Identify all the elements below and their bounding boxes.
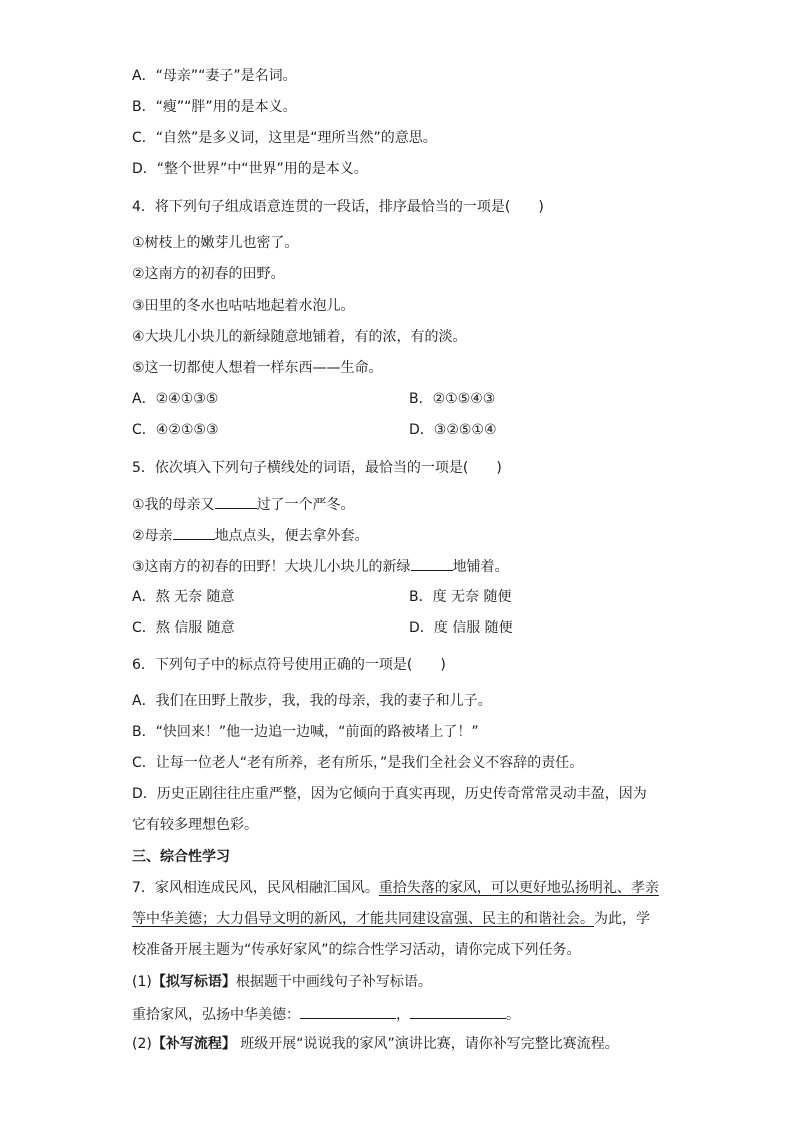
slogan-separator: ， — [396, 1007, 410, 1023]
q6-option-a: A．我们在田野上散步，我，我的母亲，我的妻子和儿子。 — [132, 693, 492, 709]
q4-sentence-4: ④大块儿小块儿的新绿随意地铺着，有的浓，有的淡。 — [132, 329, 467, 345]
fill-blank — [215, 494, 257, 509]
q4-option-d: D．③②⑤①④ — [409, 422, 497, 438]
q5-s3-post: 地铺着。 — [452, 559, 509, 575]
q5-s2-pre: ②母亲 — [132, 528, 173, 544]
q7-task-1 — [132, 973, 432, 991]
q5-option-d: D．度 信服 随便 — [409, 620, 513, 636]
q7-line-2 — [132, 910, 650, 928]
task-number: (2) — [132, 1036, 152, 1052]
q7-line-3: 校准备开展主题为“传承好家风”的综合性学习活动，请你完成下列任务。 — [132, 942, 581, 958]
q6-option-b: B．“快回来！”他一边追一边喊，“前面的路被堵上了！” — [132, 724, 479, 740]
q4-option-c: C．④②①⑤③ — [132, 422, 219, 438]
q6-option-d-line1: D．历史正剧往往庄重严整，因为它倾向于真实再现，历史传奇常常灵动丰盈，因为 — [132, 786, 647, 802]
q5-option-b: B．度 无奈 随便 — [409, 589, 512, 605]
q4-sentence-1: ①树枝上的嫩芽儿也密了。 — [132, 235, 299, 251]
q4-option-a: A．②④①③⑤ — [132, 391, 219, 407]
q4-sentence-2: ②这南方的初春的田野。 — [132, 266, 285, 282]
task-number: (1) — [132, 974, 152, 990]
q6-option-c: C．让每一位老人“老有所养，老有所乐，”是我们全社会义不容辞的责任。 — [132, 755, 584, 771]
q7-line2-tail: 为此，学 — [594, 911, 650, 927]
q3-option-b: B．“瘦”“胖”用的是本义。 — [132, 99, 297, 115]
q5-option-c: C．熬 信服 随意 — [132, 620, 235, 636]
q7-slogan-line — [132, 1004, 520, 1024]
q7-underlined-2: 等中华美德；大力倡导文明的新风，才能共同建设富强、民主的和谐社会。 — [132, 911, 594, 927]
slogan-end: 。 — [506, 1007, 520, 1023]
q5-s3-pre: ③这南方的初春的田野！大块儿小块儿的新绿 — [132, 559, 411, 575]
task-text: 根据题干中画线句子补写标语。 — [235, 974, 432, 990]
q5-s1-post: 过了一个严冬。 — [256, 497, 355, 513]
task-tag: 【拟写标语】 — [151, 974, 236, 990]
fill-blank — [410, 1004, 506, 1019]
q4-sentence-5: ⑤这一切都使人想着一样东西——生命。 — [132, 360, 383, 376]
fill-blank — [411, 556, 453, 571]
slogan-prefix: 重拾家风，弘扬中华美德： — [132, 1007, 300, 1023]
fill-blank — [300, 1004, 396, 1019]
q7-line-1 — [132, 879, 659, 897]
q7-task-2 — [132, 1035, 619, 1053]
q5-sentence-1 — [132, 494, 355, 514]
q7-underlined-1: 重拾失落的家风，可以更好地弘扬明礼、孝亲 — [378, 880, 659, 896]
q4-stem: 4．将下列句子组成语意连贯的一段话，排序最恰当的一项是( ) — [132, 199, 544, 215]
q3-option-c: C．“自然”是多义词，这里是“理所当然”的意思。 — [132, 130, 437, 146]
q3-option-a: A．“母亲”“妻子”是名词。 — [132, 68, 297, 84]
fill-blank — [173, 525, 215, 540]
q5-stem: 5．依次填入下列句子横线处的词语，最恰当的一项是( ) — [132, 460, 502, 476]
q6-stem: 6．下列句子中的标点符号使用正确的一项是( ) — [132, 657, 446, 673]
task-tag: 【补写流程】 — [151, 1036, 236, 1052]
q5-sentence-3 — [132, 556, 509, 576]
q5-s1-pre: ①我的母亲又 — [132, 497, 215, 513]
section-title: 三、综合性学习 — [132, 849, 230, 865]
q5-s2-post: 地点点头，便去拿外套。 — [214, 528, 369, 544]
q6-option-d-line2: 它有较多理想色彩。 — [132, 817, 258, 833]
q3-option-d: D．“整个世界”中“世界”用的是本义。 — [132, 161, 368, 177]
q4-option-b: B．②①⑤④③ — [409, 391, 496, 407]
q5-option-a: A．熬 无奈 随意 — [132, 589, 235, 605]
task-text: 班级开展“说说我的家风”演讲比赛，请你补写完整比赛流程。 — [235, 1036, 619, 1052]
q5-sentence-2 — [132, 525, 369, 545]
q7-intro: 7．家风相连成民风，民风相融汇国风。 — [132, 880, 379, 896]
q4-sentence-3: ③田里的冬水也咕咕地起着水泡儿。 — [132, 298, 355, 314]
